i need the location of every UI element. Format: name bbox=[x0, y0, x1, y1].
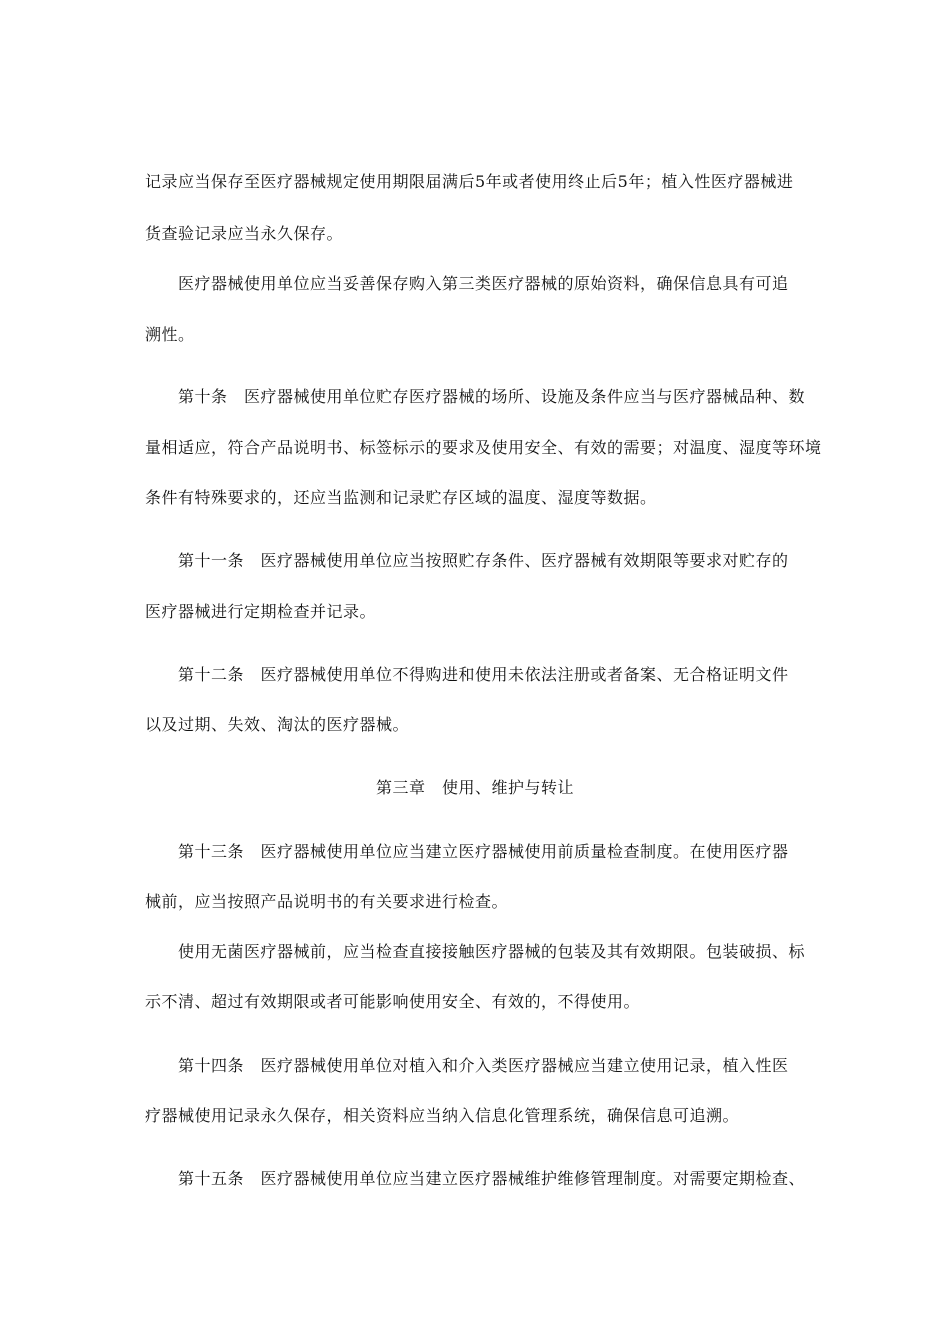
text-line: 溯性。 bbox=[145, 325, 195, 344]
text-line: 以及过期、失效、淘汰的医疗器械。 bbox=[145, 715, 410, 734]
article-14-line: 第十四条 医疗器械使用单位对植入和介入类医疗器械应当建立使用记录，植入性医 bbox=[178, 1056, 789, 1075]
text-line: 货查验记录应当永久保存。 bbox=[145, 224, 344, 243]
text-line: 医疗器械进行定期检查并记录。 bbox=[145, 602, 377, 621]
text-line: 械前，应当按照产品说明书的有关要求进行检查。 bbox=[145, 892, 509, 911]
chapter-heading: 第三章 使用、维护与转让 bbox=[375, 778, 574, 797]
article-10-line: 第十条 医疗器械使用单位贮存医疗器械的场所、设施及条件应当与医疗器械品种、数 bbox=[178, 387, 806, 406]
text-line: 记录应当保存至医疗器械规定使用期限届满后5年或者使用终止后5年；植入性医疗器械进 bbox=[145, 172, 794, 191]
text-line: 使用无菌医疗器械前，应当检查直接接触医疗器械的包装及其有效期限。包装破损、标 bbox=[178, 942, 806, 961]
text-line: 条件有特殊要求的，还应当监测和记录贮存区域的温度、湿度等数据。 bbox=[145, 488, 657, 507]
text-line: 示不清、超过有效期限或者可能影响使用安全、有效的，不得使用。 bbox=[145, 992, 641, 1011]
article-15-line: 第十五条 医疗器械使用单位应当建立医疗器械维护维修管理制度。对需要定期检查、 bbox=[178, 1169, 806, 1188]
text-line: 疗器械使用记录永久保存，相关资料应当纳入信息化管理系统，确保信息可追溯。 bbox=[145, 1106, 740, 1125]
article-12-line: 第十二条 医疗器械使用单位不得购进和使用未依法注册或者备案、无合格证明文件 bbox=[178, 665, 789, 684]
text-line: 医疗器械使用单位应当妥善保存购入第三类医疗器械的原始资料，确保信息具有可追 bbox=[178, 274, 789, 293]
article-13-line: 第十三条 医疗器械使用单位应当建立医疗器械使用前质量检查制度。在使用医疗器 bbox=[178, 842, 789, 861]
article-11-line: 第十一条 医疗器械使用单位应当按照贮存条件、医疗器械有效期限等要求对贮存的 bbox=[178, 551, 789, 570]
text-line: 量相适应，符合产品说明书、标签标示的要求及使用安全、有效的需要；对温度、湿度等环境 bbox=[145, 438, 822, 457]
